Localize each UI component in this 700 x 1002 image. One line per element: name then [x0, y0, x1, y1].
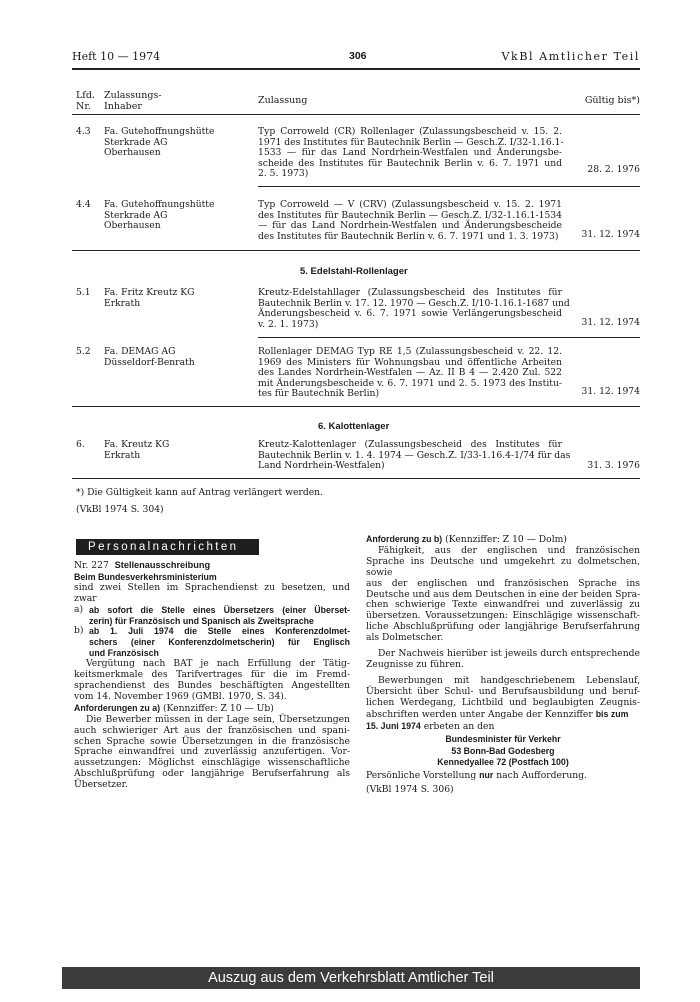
- page-number: 306: [349, 50, 367, 62]
- row-inhaber: Fa. DEMAG AG Düsseldorf-Benrath: [104, 346, 195, 368]
- footnote-ref: (VkBl 1974 S. 304): [76, 504, 164, 515]
- intro-text: sind zwei Stellen im Sprachendienst zu besetzen, und zwar: [74, 581, 350, 604]
- col-header-inhaber: Zulassungs- Inhaber: [104, 90, 162, 112]
- section-heading: 6. Kalottenlager: [318, 421, 390, 432]
- row-nr: 5.1: [76, 287, 91, 298]
- section-banner: [76, 539, 259, 555]
- row-date: 31. 12. 1974: [581, 317, 640, 328]
- vorstellung-text: Persönliche Vorstellung nur nach Aufforderung.: [366, 770, 587, 782]
- right-column: [366, 534, 640, 796]
- row-separator: [72, 406, 640, 407]
- anforderungen-a-heading: Anforderungen zu a) (Kennziffer: Z 10 — Ub): [74, 702, 274, 714]
- row-zulassung-text: Kreutz-Edelstahllager (Zulassungsbescheid des Institutes für Bautechnik Berlin v. 17. 12. 1970 — Gesch.Z. I/10-1.16.1-1687 und Änderungsbescheid v. 6. 7. 1971 sowie Verlängerungsbescheid v. 2. 1. 1973): [258, 287, 570, 330]
- row-nr: 6.: [76, 439, 85, 450]
- col-header-nr: Lfd. Nr.: [76, 90, 95, 112]
- row-date: 31. 3. 1976: [587, 460, 640, 471]
- table-bottom-rule: [72, 478, 640, 479]
- anforderungen-b-heading: Anforderung zu b) (Kennziffer: Z 10 — Dolm): [366, 534, 567, 545]
- anforderungen-a-text: Die Bewerber müssen in der Lage sein, Übersetzungen auch schwieriger Art aus der französischen und spani- schen Sprache sowie Übersetzungen in die französische Sprache einwandfrei und zuverlässig anzufertigen. Vor- aussetzungen: Möglichst einschlägige wissenschaftliche Abschlußprüfung oder langjährige Berufserfahrung als Übersetzer.: [74, 713, 350, 791]
- header-left: Heft 10 — 1974: [72, 50, 161, 63]
- section-heading: 5. Edelstahl-Rollenlager: [300, 266, 408, 277]
- bewerbungen-text: Bewerbungen mit handgeschriebenem Lebenslauf, Übersicht über Schul- und Berufsausbildung und beruf- lichen Werdegang, Lichtbild und beglaubigten Zeugnis- abschriften werden unter Angabe der Kennziffer bis zum 15. Juni 1974 erbeten an den: [366, 674, 640, 732]
- col-header-zulassung: Zulassung: [258, 95, 308, 106]
- footer-label: Auszug aus dem Verkehrsblatt Amtlicher Teil: [208, 970, 494, 986]
- left-column: [74, 560, 350, 791]
- position-b: b) ab 1. Juli 1974 die Stelle eines Konferenzdolmet- schers (einer Konferenzdolmetscherin) für Englisch und Französisch: [74, 625, 350, 659]
- position-a: a) ab sofort die Stelle eines Übersetzers (einer Überset- zerin) für Französisch und Spanisch als Zweitsprache: [74, 603, 350, 626]
- ministry: Beim Bundesverkehrsministerium: [74, 571, 217, 582]
- reference: (VkBl 1974 S. 306): [366, 783, 454, 795]
- address-block: Bundesminister für Verkehr 53 Bonn-Bad Godesberg Kennedyallee 72 (Postfach 100): [437, 734, 569, 767]
- verguetung-text: Vergütung nach BAT je nach Erfüllung der Tätig- keitsmerkmale des Tarifvertrages für die im Fremd- sprachendienst des Bundes beschäftigten Angestellten vom 14. November 1969 (GMBl. 1970, S. 34).: [74, 658, 350, 702]
- row-inhaber: Fa. Fritz Kreutz KG Erkrath: [104, 287, 195, 309]
- row-inhaber: Fa. Gutehoffnungshütte Sterkrade AG Oberhausen: [104, 126, 215, 159]
- row-date: 31. 12. 1974: [581, 386, 640, 397]
- row-zulassung-text: Rollenlager DEMAG Typ RE 1,5 (Zulassungsbescheid v. 22. 12. 1969 des Ministers für Wohnungsbau und öffentliche Arbeiten des Landes Nordrhein-Westfalen — Az. II B 4 — 2.420 Zul. 522 mit Änderungsbescheide v. 6. 7. 1971 und 2. 5. 1973 des Institu- tes für Bautechnik Berlin): [258, 346, 562, 400]
- footer-bar: [62, 967, 640, 989]
- footnote: *) Die Gültigkeit kann auf Antrag verlängert werden.: [76, 487, 323, 498]
- announcement-title: Stellenausschreibung: [114, 560, 211, 570]
- row-separator: [72, 250, 640, 251]
- row-nr: 4.3: [76, 126, 91, 137]
- deadline: 15. Juni 1974: [366, 720, 421, 731]
- header-right: VkBl Amtlicher Teil: [501, 50, 640, 63]
- row-inhaber: Fa. Gutehoffnungshütte Sterkrade AG Oberhausen: [104, 199, 215, 232]
- col-header-gueltig: Gültig bis*): [584, 95, 640, 106]
- row-zulassung-text: Typ Corroweld — V (CRV) (Zulassungsbescheid v. 15. 2. 1971 des Institutes für Bautechnik Berlin — Gesch.Z. I/32-1.16.1-1534 — für das Land Nordrhein-Westfalen und Änderungsbescheide des Institutes für Bautechnik Berlin v. 6. 7. 1971 und 1. 3. 1973): [258, 199, 562, 242]
- row-nr: 5.2: [76, 346, 91, 357]
- row-inhaber: Fa. Kreutz KG Erkrath: [104, 439, 170, 461]
- announcement-number: Nr. 227: [74, 560, 109, 571]
- row-date: 31. 12. 1974: [581, 229, 640, 240]
- announcement-heading: [74, 560, 350, 572]
- table-header-rule: [72, 114, 640, 115]
- nachweis-text: Der Nachweis hierüber ist jeweils durch entsprechende Zeugnisse zu führen.: [366, 648, 640, 670]
- row-separator: [258, 337, 640, 338]
- header-rule: [72, 68, 640, 70]
- row-nr: 4.4: [76, 199, 91, 210]
- row-zulassung-text: Kreutz-Kalottenlager (Zulassungsbescheid des Institutes für Bautechnik Berlin v. 1. 4. 1974 — Gesch.Z. I/33-1.16.4-1/74 für das Land Nordrhein-Westfalen): [258, 439, 571, 472]
- anforderungen-b-text: Fähigkeit, aus der englischen und französischen Sprache ins Deutsche und umgekehrt zu dolmetschen, sowie aus der englischen und französischen Sprache ins Deutsche und aus dem Deutschen in eine der beiden Spra- chen schwierige Texte einwandfrei und zuverlässig zu übersetzen. Voraussetzungen: Einschlägige wissenschaft- liche Abschlußprüfung oder langjährige Berufserfahrung als Dolmetscher.: [366, 544, 641, 644]
- section-banner-label: Personalnachrichten: [88, 541, 239, 553]
- row-zulassung-text: Typ Corroweld (CR) Rollenlager (Zulassungsbescheid v. 15. 2. 1971 des Institutes für Bautechnik Berlin — Gesch.Z. I/32-1.16.1- 1533 — für das Land Nordrhein-Westfalen und Änderungsbe- scheide des Institutes für Bautechnik Berlin v. 6. 7. 1971 und 2. 5. 1973): [258, 126, 564, 180]
- row-date: 28. 2. 1976: [587, 164, 640, 175]
- row-separator: [258, 186, 640, 187]
